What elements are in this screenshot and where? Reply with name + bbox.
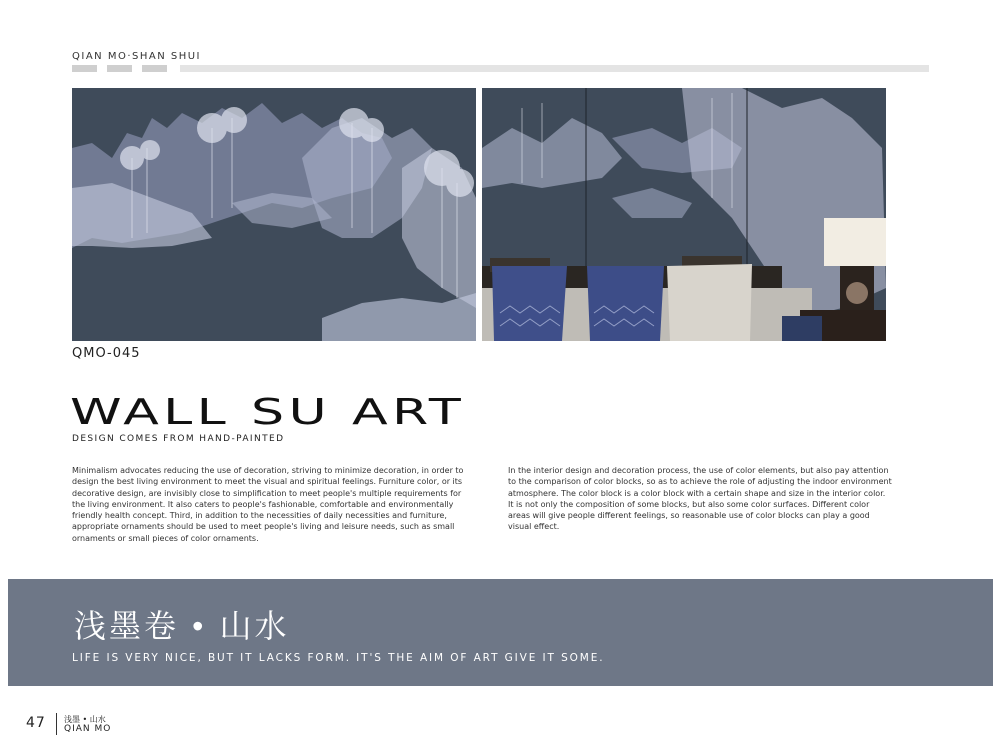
product-code: QMO-045 [72,346,141,361]
footer-divider [56,713,57,735]
wallpaper-landscape-image [72,88,476,341]
page-subtitle: DESIGN COMES FROM HAND-PAINTED [72,434,285,444]
chinese-title: 浅墨卷 • 山水 [74,607,290,645]
interior-scene-image [482,88,886,341]
body-text-right: In the interior design and decoration process, the use of color elements, but also pay attention to the comparison of color blocks, so as to achieve the role of adjusting the indoor environment atmosphere. The color block is a color block with a certain shape and size in the interior color. It is not only the composition of some blocks, but also some color surfaces. Different color areas will give people different feelings, so reasonable use of color blocks can play a good visual effect. [508,466,892,532]
footer-brand-chinese: 浅墨 • 山水 [64,715,106,724]
footer-brand-english: QIAN MO [64,724,112,734]
page-title: WALL SU ART [70,392,466,433]
header-bar-block [107,65,132,72]
slogan-text: LIFE IS VERY NICE, BUT IT LACKS FORM. IT'S THE AIM OF ART GIVE IT SOME. [72,652,605,664]
page-number: 47 [26,715,46,731]
body-text-left: Minimalism advocates reducing the use of decoration, striving to minimize decoration, in order to design the best living environment to meet the visual and spiritual feelings. Furniture color, or its decorative design, are invisibly close to simplification to meet people's multiple requirements for the living environment. It also caters to people's fashionable, comfortable and environmentally friendly health concept. Third, in addition to the necessities of daily necessities and furniture, appropriate ornaments should be used to meet people's living and leisure needs, such as small ornaments or small pieces of color ornaments. [72,466,464,543]
header-bar-line [180,65,929,72]
header-bar-block [72,65,97,72]
slogan-band [8,579,993,686]
series-label: QIAN MO·SHAN SHUI [72,51,202,62]
header-bar-block [142,65,167,72]
